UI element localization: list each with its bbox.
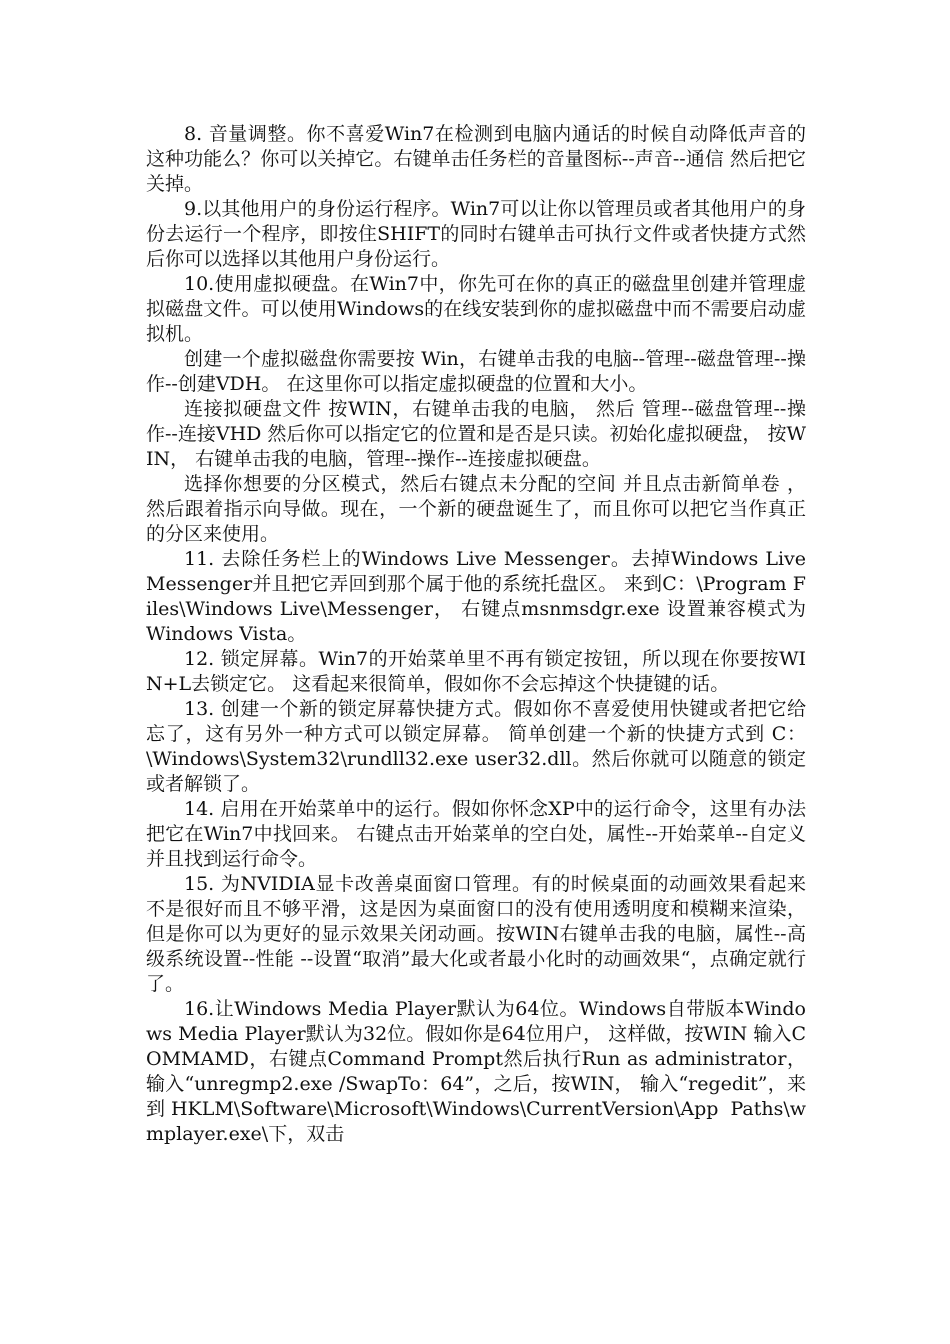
paragraph-run-as-user: 9.以其他用户的身份运行程序。Win7可以让你以管理员或者其他用户的身份去运行一个程序，即按住SHIFT的同时右键单击可执行文件或者快捷方式然后你可以选择以其他用户身份运行。 (146, 198, 806, 270)
paragraph-create-vhd: 创建一个虚拟磁盘你需要按 Win，右键单击我的电脑--管理--磁盘管理--操作--创建VDH。 在这里你可以指定虚拟硬盘的位置和大小。 (146, 348, 806, 395)
paragraph-lock-screen: 12. 锁定屏幕。Win7的开始菜单里不再有锁定按钮，所以现在你要按WIN+L去锁定它。 这看起来很简单，假如你不会忘掉这个快捷键的话。 (146, 648, 806, 695)
paragraph-lock-shortcut: 13. 创建一个新的锁定屏幕快捷方式。假如你不喜爱使用快键或者把它给忘了，这有另外一种方式可以锁定屏幕。 简单创建一个新的快捷方式到 C：\Windows\System32\rundll32.exe user32.dll。然后你就可以随意的锁定或者解锁了。 (146, 698, 806, 795)
paragraph-attach-vhd: 连接拟硬盘文件 按WIN，右键单击我的电脑， 然后 管理--磁盘管理--操作--连接VHD 然后你可以指定它的位置和是否是只读。初始化虚拟硬盘， 按WIN， 右键单击我的电脑，管理--操作--连接虚拟硬盘。 (146, 398, 806, 470)
paragraph-partition-mode: 选择你想要的分区模式，然后右键点未分配的空间 并且点击新简单卷 ， 然后跟着指示向导做。现在，一个新的硬盘诞生了，而且你可以把它当作真正的分区来使用。 (146, 473, 806, 545)
paragraph-virtual-disk: 10.使用虚拟硬盘。在Win7中，你先可在你的真正的磁盘里创建并管理虚拟磁盘文件。可以使用Windows的在线安装到你的虚拟磁盘中而不需要启动虚拟机。 (146, 273, 806, 345)
paragraph-live-messenger: 11. 去除任务栏上的Windows Live Messenger。去掉Windows Live Messenger并且把它弄回到那个属于他的系统托盘区。 来到C：\Program Files\Windows Live\Messenger， 右键点msnmsdgr.exe 设置兼容模式为Windows Vista。 (146, 548, 806, 645)
paragraph-media-player-64bit: 16.让Windows Media Player默认为64位。Windows自带版本Windows Media Player默认为32位。假如你是64位用户， 这样做，按WIN 输入COMMAMD，右键点Command Prompt然后执行Run as administrator，输入“unregmp2.exe /SwapTo：64”，之后，按WIN， 输入“regedit”，来到HKLM\Software\Microsoft\Windows\CurrentVersion\App Paths\wmplayer.exe\下，双击 (146, 998, 806, 1145)
paragraph-volume-adjust: 8. 音量调整。你不喜爱Win7在检测到电脑内通话的时候自动降低声音的这种功能么？你可以关掉它。右键单击任务栏的音量图标--声音--通信 然后把它关掉。 (146, 123, 806, 195)
document-body (146, 122, 806, 1147)
paragraph-run-command: 14. 启用在开始菜单中的运行。假如你怀念XP中的运行命令，这里有办法把它在Win7中找回来。 右键点击开始菜单的空白处，属性--开始菜单--自定义并且找到运行命令。 (146, 798, 806, 870)
paragraph-nvidia-dwm: 15. 为NVIDIA显卡改善桌面窗口管理。有的时候桌面的动画效果看起来不是很好而且不够平滑，这是因为桌面窗口的没有使用透明度和模糊来渲染，但是你可以为更好的显示效果关闭动画。按WIN右键单击我的电脑，属性--高级系统设置--性能 --设置“取消”最大化或者最小化时的动画效果“，点确定就行了。 (146, 873, 806, 995)
